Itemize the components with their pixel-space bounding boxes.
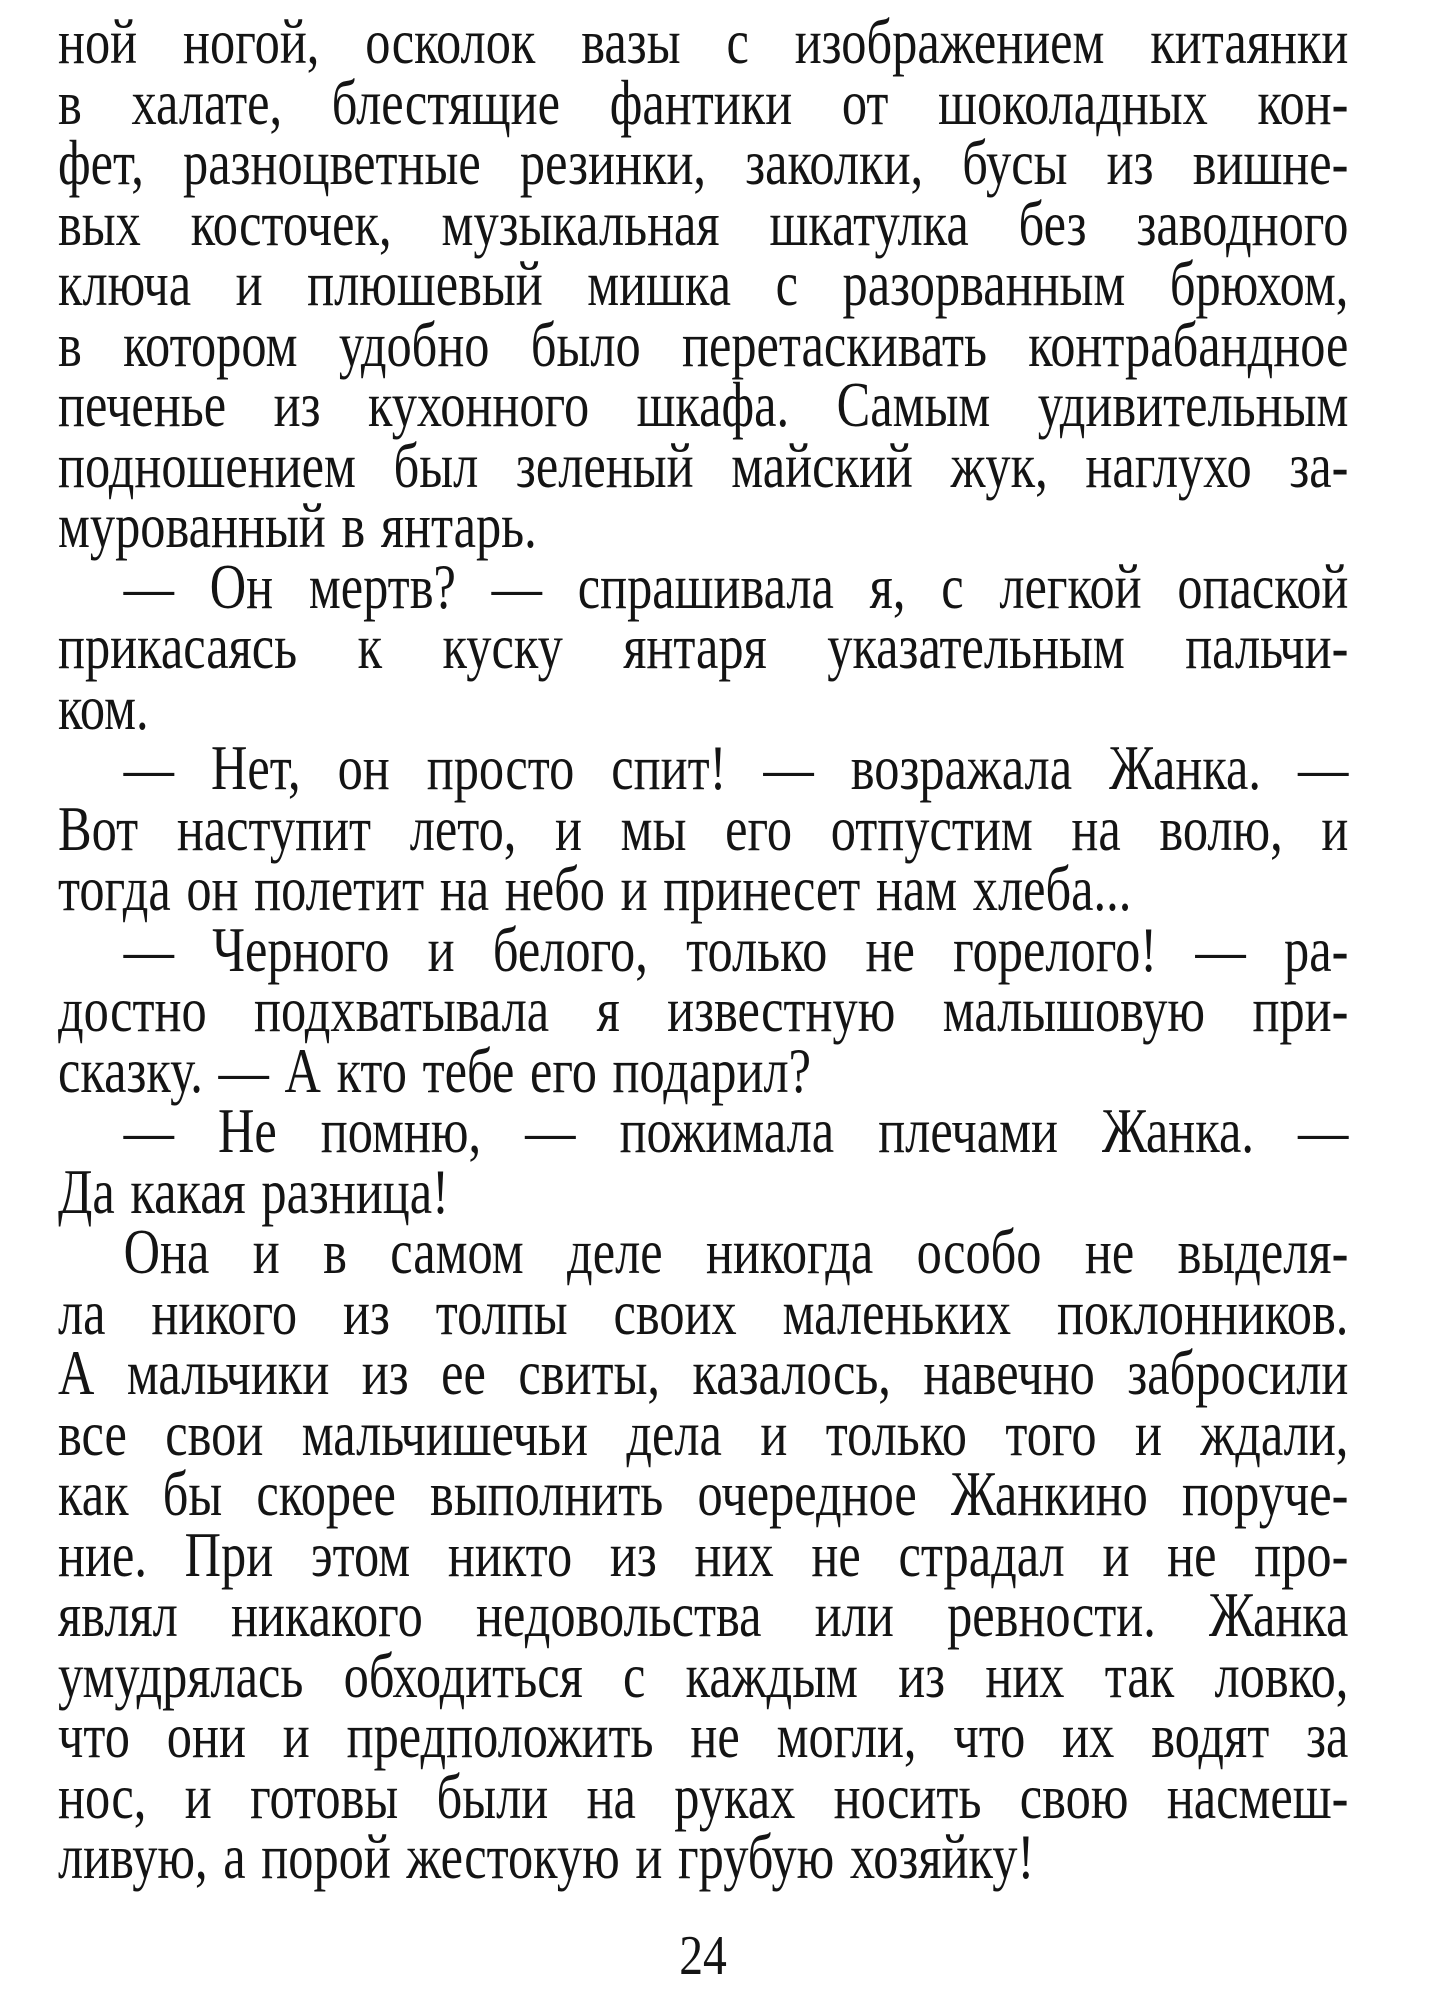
- text-line: А мальчики из ее свиты, казалось, навечно забросили: [58, 1338, 1349, 1408]
- text-line: достно подхватывала я известную малышовую при-: [58, 975, 1349, 1045]
- text-line: вых косточек, музыкальная шкатулка без заводного: [58, 188, 1349, 259]
- text-line: Она и в самом деле никогда особо не выделя-: [123, 1217, 1349, 1287]
- text-line: фет, разноцветные резинки, заколки, бусы из вишне-: [58, 128, 1349, 198]
- text-line: что они и предположить не могли, что их водят за: [58, 1701, 1349, 1771]
- page-number: 24: [679, 1925, 727, 1987]
- text-line: ливую, а порой жестокую и грубую хозяйку!: [58, 1822, 1035, 1892]
- text-line: — Черного и белого, только не горелого! — ра-: [123, 914, 1349, 985]
- text-line: все свои мальчишечьи дела и только того и ждали,: [58, 1398, 1349, 1469]
- text-line: ком.: [58, 672, 149, 743]
- text-line: Да какая разница!: [58, 1156, 449, 1227]
- text-line: в халате, блестящие фантики от шоколадных кон-: [58, 67, 1349, 138]
- text-line: как бы скорее выполнить очередное Жанкино поруче-: [58, 1459, 1349, 1529]
- text-line: нос, и готовы были на руках носить свою насмеш-: [58, 1761, 1349, 1832]
- text-line: ние. При этом никто из них не страдал и не про-: [58, 1519, 1349, 1590]
- text-line: являл никакого недовольства или ревности. Жанка: [58, 1580, 1349, 1650]
- text-line: — Он мертв? — спрашивала я, с легкой опаской: [123, 551, 1349, 622]
- text-line: ной ногой, осколок вазы с изображением китаянки: [58, 7, 1349, 77]
- text-line: в котором удобно было перетаскивать контрабандное: [58, 309, 1349, 380]
- text-line: тогда он полетит на небо и принесет нам хлеба...: [58, 854, 1132, 924]
- text-line: умудрялась обходиться с каждым из них так ловко,: [58, 1640, 1349, 1711]
- text-line: печенье из кухонного шкафа. Самым удивительным: [58, 370, 1349, 440]
- text-line: ла никого из толпы своих маленьких поклонников.: [58, 1277, 1349, 1348]
- text-line: сказку. — А кто тебе его подарил?: [58, 1035, 811, 1106]
- text-line: подношением был зеленый майский жук, наглухо за-: [58, 430, 1349, 501]
- text-line: ключа и плюшевый мишка с разорванным брюхом,: [58, 249, 1349, 319]
- text-line: прикасаясь к куску янтаря указательным пальчи-: [58, 612, 1349, 682]
- text-line: Вот наступит лето, и мы его отпустим на волю, и: [58, 793, 1349, 864]
- text-line: мурованный в янтарь.: [58, 491, 537, 561]
- text-block: [58, 7, 1349, 1892]
- text-line: — Нет, он просто спит! — возражала Жанка. —: [123, 733, 1349, 803]
- text-line: — Не помню, — пожимала плечами Жанка. —: [123, 1096, 1349, 1166]
